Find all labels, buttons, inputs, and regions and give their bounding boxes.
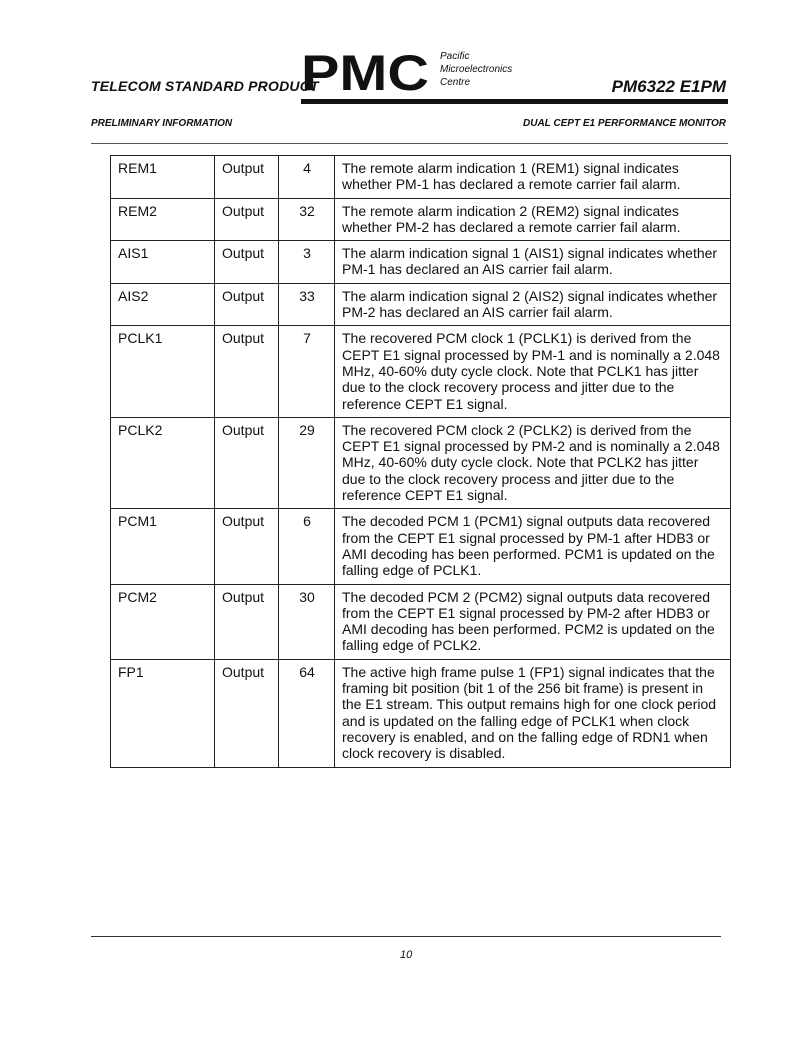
pin-description-table xyxy=(110,155,731,768)
pin-type: Output xyxy=(215,326,279,417)
subheader-rule xyxy=(91,143,728,144)
pmc-logo xyxy=(301,50,431,94)
pin-description: The decoded PCM 2 (PCM2) signal outputs data recovered from the CEPT E1 signal processed by PM-2 after HDB3 or AMI decoding has been performed. PCM2 is updated on the falling edge of PCLK2. xyxy=(335,584,731,659)
pin-name: PCM2 xyxy=(111,584,215,659)
pin-name: PCLK2 xyxy=(111,417,215,508)
pin-name: PCLK1 xyxy=(111,326,215,417)
table-row xyxy=(111,659,731,767)
pin-type: Output xyxy=(215,156,279,199)
pin-name: AIS1 xyxy=(111,241,215,284)
document-subtitle: DUAL CEPT E1 PERFORMANCE MONITOR xyxy=(523,118,726,129)
pin-number: 29 xyxy=(279,417,335,508)
pin-type: Output xyxy=(215,283,279,326)
pin-name: FP1 xyxy=(111,659,215,767)
pin-number: 4 xyxy=(279,156,335,199)
table-row xyxy=(111,283,731,326)
table-row xyxy=(111,417,731,508)
pin-type: Output xyxy=(215,509,279,584)
pin-name: REM1 xyxy=(111,156,215,199)
pin-number: 30 xyxy=(279,584,335,659)
pin-description: The active high frame pulse 1 (FP1) signal indicates that the framing bit position (bit 1 of the 256 bit frame) is present in the E1 stream. This output remains high for one clock period and is updated on the falling edge of PCLK1 when clock recovery is enabled, and on the falling edge of RDN1 when clock recovery is disabled. xyxy=(335,659,731,767)
pin-description: The remote alarm indication 2 (REM2) signal indicates whether PM-2 has declared a remote carrier fail alarm. xyxy=(335,198,731,241)
table-row xyxy=(111,509,731,584)
pin-description: The alarm indication signal 2 (AIS2) signal indicates whether PM-2 has declared an AIS carrier fail alarm. xyxy=(335,283,731,326)
pin-number: 32 xyxy=(279,198,335,241)
company-line: Pacific xyxy=(440,51,470,62)
pin-description: The decoded PCM 1 (PCM1) signal outputs data recovered from the CEPT E1 signal processed by PM-1 after HDB3 or AMI decoding has been performed. PCM1 is updated on the falling edge of PCLK1. xyxy=(335,509,731,584)
company-name xyxy=(440,50,512,89)
company-line: Microelectronics xyxy=(440,64,513,75)
table-row xyxy=(111,156,731,199)
pin-name: AIS2 xyxy=(111,283,215,326)
table-row xyxy=(111,326,731,417)
pin-type: Output xyxy=(215,198,279,241)
document-category: TELECOM STANDARD PRODUCT xyxy=(91,78,319,94)
svg-text:PMC: PMC xyxy=(301,50,429,94)
pin-name: PCM1 xyxy=(111,509,215,584)
pin-description: The alarm indication signal 1 (AIS1) signal indicates whether PM-1 has declared an AIS carrier fail alarm. xyxy=(335,241,731,284)
pin-number: 7 xyxy=(279,326,335,417)
company-line: Centre xyxy=(440,77,471,88)
table-row xyxy=(111,241,731,284)
pin-number: 64 xyxy=(279,659,335,767)
document-status: PRELIMINARY INFORMATION xyxy=(91,118,233,129)
footer-rule xyxy=(91,936,721,937)
page-number: 10 xyxy=(400,949,413,961)
pin-number: 33 xyxy=(279,283,335,326)
header-rule xyxy=(301,99,728,104)
pin-description: The recovered PCM clock 2 (PCLK2) is derived from the CEPT E1 signal processed by PM-2 and is nominally a 2.048 MHz, 40-60% duty cycle clock. Note that PCLK2 has jitter due to the clock recovery process and jitter due to the reference CEPT E1 signal. xyxy=(335,417,731,508)
pin-number: 6 xyxy=(279,509,335,584)
pin-description: The remote alarm indication 1 (REM1) signal indicates whether PM-1 has declared a remote carrier fail alarm. xyxy=(335,156,731,199)
table-row xyxy=(111,584,731,659)
pin-type: Output xyxy=(215,659,279,767)
product-name: PM6322 E1PM xyxy=(611,77,726,96)
pin-type: Output xyxy=(215,584,279,659)
table-row xyxy=(111,198,731,241)
pin-type: Output xyxy=(215,241,279,284)
pin-name: REM2 xyxy=(111,198,215,241)
pin-number: 3 xyxy=(279,241,335,284)
pin-type: Output xyxy=(215,417,279,508)
pin-description: The recovered PCM clock 1 (PCLK1) is derived from the CEPT E1 signal processed by PM-1 and is nominally a 2.048 MHz, 40-60% duty cycle clock. Note that PCLK1 has jitter due to the clock recovery process and jitter due to the reference CEPT E1 signal. xyxy=(335,326,731,417)
